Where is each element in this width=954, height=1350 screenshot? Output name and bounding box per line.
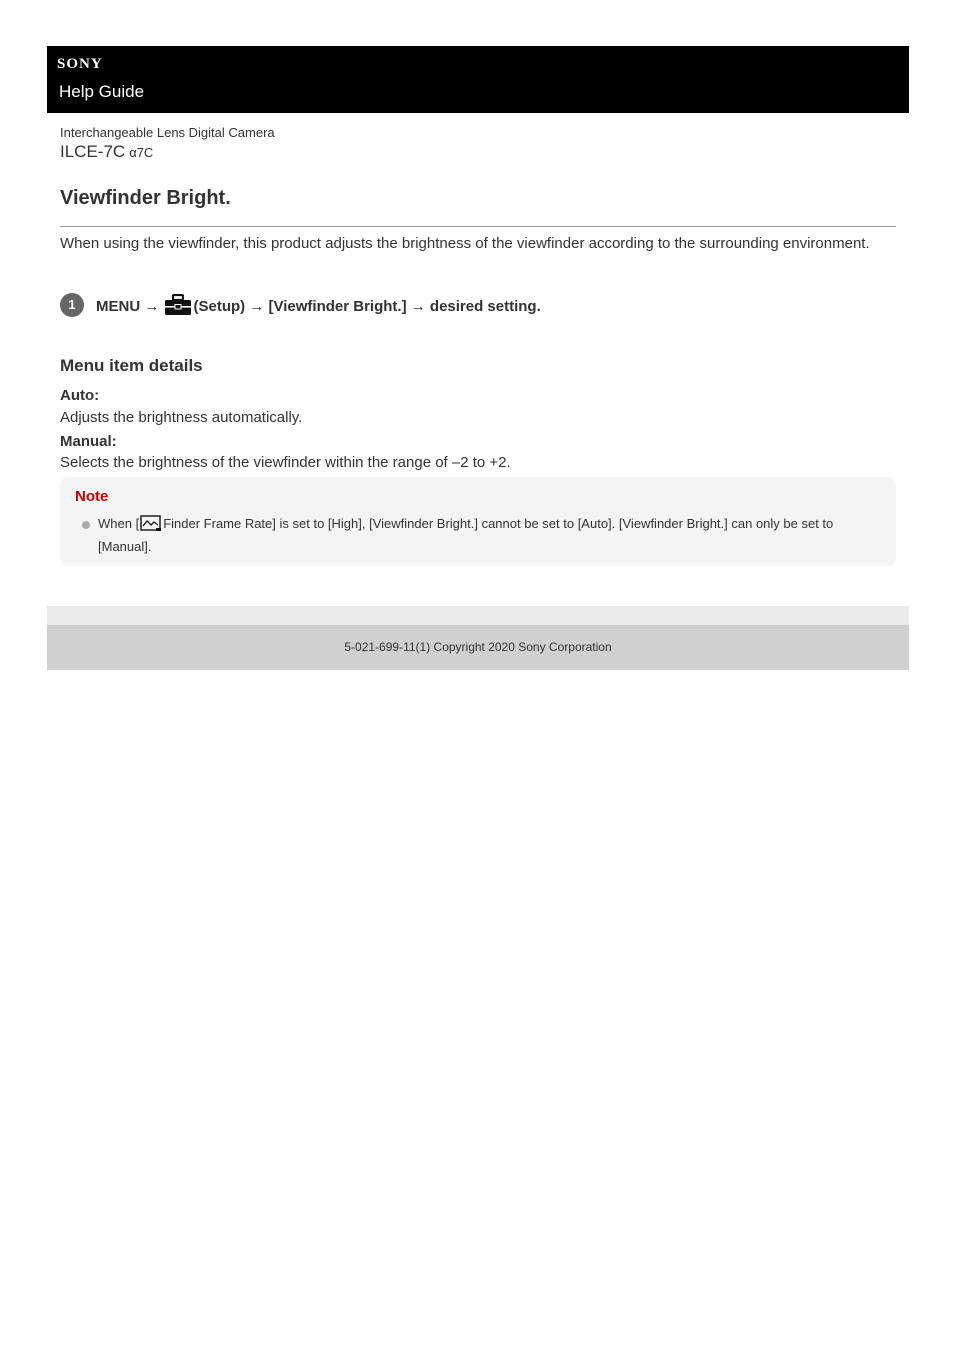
movie-frame-rate-icon (140, 515, 162, 537)
toolbox-icon (164, 294, 192, 320)
copyright-text: 5-021-699-11(1) Copyright 2020 Sony Corporation (344, 640, 612, 654)
note-text-end: Finder Frame Rate] is set to [High], [Viewfinder Bright.] cannot be set to [Auto]. [Viewfinder Bright.] can only be set to [Manual]. (98, 516, 834, 554)
note-text (98, 514, 888, 556)
step-rest-text: (Setup) → [Viewfinder Bright.] → desired setting. (193, 298, 541, 315)
intro-text: When using the viewfinder, this product adjusts the brightness of the viewfinder according to the surrounding environment. (60, 235, 870, 252)
menu-item-term: Auto: (60, 387, 100, 404)
note-box (60, 477, 896, 566)
product-type: Interchangeable Lens Digital Camera (60, 125, 275, 140)
menu-item-description: Selects the brightness of the viewfinder within the range of –2 to +2. (60, 454, 511, 471)
menu-item-term: Manual: (60, 433, 117, 450)
note-text-start: When [ (98, 516, 140, 531)
step-number-badge: 1 (60, 293, 84, 317)
menu-item-description: Adjusts the brightness automatically. (60, 409, 303, 426)
note-title: Note (75, 488, 109, 505)
sony-logo[interactable]: SONY (57, 56, 103, 72)
model-number: ILCE-7C (60, 142, 126, 161)
model-alias: α7C (129, 145, 154, 160)
site-header (47, 46, 909, 113)
footer-spacer (47, 606, 909, 625)
help-guide-title[interactable]: Help Guide (59, 82, 145, 101)
procedure-step (60, 292, 896, 318)
title-divider (60, 226, 896, 227)
step-instruction (96, 294, 541, 320)
model-name (60, 142, 153, 162)
step-menu-text: MENU → (96, 298, 160, 315)
bullet-icon (82, 521, 90, 529)
menu-details-heading: Menu item details (60, 356, 203, 375)
site-footer (47, 625, 909, 670)
page-title: Viewfinder Bright. (60, 187, 231, 209)
